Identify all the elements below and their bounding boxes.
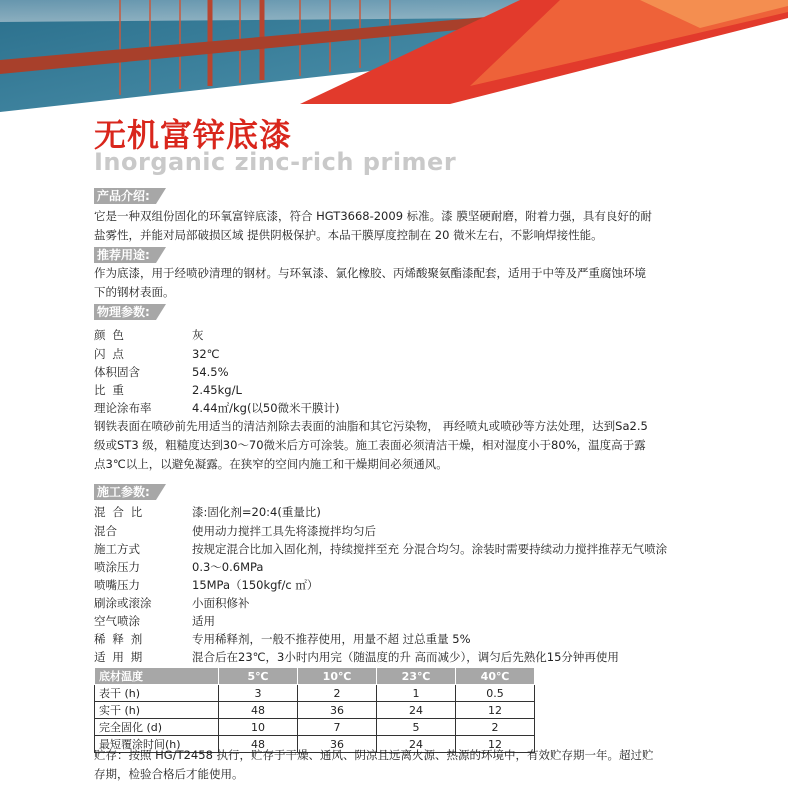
application-value: 0.3～0.6MPa <box>192 560 264 574</box>
application-label: 施工方式 <box>94 542 140 556</box>
table-cell: 24 <box>377 736 456 753</box>
storage-text <box>94 746 734 784</box>
table-header-cell: 23℃ <box>377 668 456 685</box>
application-value: 使用动力搅拌工具先将漆搅拌均匀后 <box>192 524 376 538</box>
bridge-banner-graphic <box>0 0 788 112</box>
table-row <box>95 702 535 719</box>
storage-line-2: 存期，检验合格后才能使用。 <box>94 767 244 781</box>
table-cell: 36 <box>298 702 377 719</box>
table-cell: 5 <box>377 719 456 736</box>
application-label: 混合 <box>94 524 117 538</box>
table-row-label: 表干 (h) <box>95 685 219 702</box>
application-label: 喷嘴压力 <box>94 578 140 592</box>
application-label: 适用期 <box>94 650 150 664</box>
section-heading-physical: 物理参数: <box>94 304 156 320</box>
table-cell: 2 <box>456 719 535 736</box>
page-subtitle-english: Inorganic zinc-rich primer <box>94 148 457 176</box>
table-cell: 7 <box>298 719 377 736</box>
section-heading-usage: 推荐用途: <box>94 247 156 263</box>
application-label: 刷涂或滚涂 <box>94 596 152 610</box>
physical-label: 比重 <box>94 383 131 397</box>
physical-label: 颜色 <box>94 328 131 342</box>
application-value: 15MPa（150kgf/c ㎡） <box>192 578 319 592</box>
physical-label: 闪点 <box>94 347 131 361</box>
table-row <box>95 719 535 736</box>
table-header-row <box>95 668 535 685</box>
table-row-label: 实干 (h) <box>95 702 219 719</box>
table-cell: 36 <box>298 736 377 753</box>
application-value: 按规定混合比加入固化剂，持续搅拌至充 分混合均匀。涂装时需要持续动力搅拌推荐无气喷涂 <box>192 542 668 556</box>
application-value: 适用 <box>192 614 215 628</box>
table-header-cell: 40℃ <box>456 668 535 685</box>
physical-label: 体积固含 <box>94 365 140 379</box>
surface-line-1: 钢铁表面在喷砂前先用适当的清洁剂除去表面的油脂和其它污染物， 再经喷丸或喷砂等方法处理，达到Sa2.5 <box>94 419 648 433</box>
surface-line-3: 点3℃以上，以避免凝露。在狭窄的空间内施工和干燥期间必须通风。 <box>94 457 448 471</box>
table-header-cell: 10℃ <box>298 668 377 685</box>
intro-text <box>94 207 704 245</box>
surface-prep-text <box>94 417 734 474</box>
physical-value: 54.5% <box>192 365 229 379</box>
physical-value: 2.45kg/L <box>192 383 242 397</box>
table-header-cell: 底材温度 <box>95 668 219 685</box>
physical-label: 理论涂布率 <box>94 401 152 415</box>
application-label: 喷涂压力 <box>94 560 140 574</box>
table-row <box>95 685 535 702</box>
table-cell: 10 <box>219 719 298 736</box>
physical-value: 灰 <box>192 328 204 342</box>
table-row-label: 最短覆涂时间(h) <box>95 736 219 753</box>
table-cell: 12 <box>456 736 535 753</box>
physical-value: 32℃ <box>192 347 220 361</box>
table-cell: 0.5 <box>456 685 535 702</box>
table-row-label: 完全固化 (d) <box>95 719 219 736</box>
table-cell: 2 <box>298 685 377 702</box>
table-cell: 12 <box>456 702 535 719</box>
application-value: 混合后在23℃，3小时内用完（随温度的升 高而减少），调匀后先熟化15分钟再使用 <box>192 650 619 664</box>
intro-line-1: 它是一种双组份固化的环氧富锌底漆，符合 HGT3668-2009 标准。漆 膜坚硬耐磨，附着力强，具有良好的耐 <box>94 209 652 223</box>
application-label: 混合比 <box>94 505 150 519</box>
table-cell: 3 <box>219 685 298 702</box>
surface-line-2: 级或ST3 级，粗糙度达到30～70微米后方可涂装。施工表面必须清洁干燥，相对湿度小于80%，温度高于露 <box>94 438 646 452</box>
usage-line-2: 下的钢材表面。 <box>94 285 175 299</box>
section-heading-intro: 产品介绍: <box>94 188 156 204</box>
table-cell: 48 <box>219 702 298 719</box>
usage-line-1: 作为底漆，用于经喷砂清理的钢材。与环氧漆、氯化橡胶、丙烯酸聚氨酯漆配套，适用于中等及严重腐蚀环境 <box>94 266 646 280</box>
storage-line-1: 贮存：按照 HG/T2458 执行，贮存于干燥、通风、阴凉且远离火源、热源的环境中，有效贮存期一年。超过贮 <box>94 748 654 762</box>
application-value: 小面积修补 <box>192 596 250 610</box>
section-heading-application: 施工参数: <box>94 484 156 500</box>
table-cell: 48 <box>219 736 298 753</box>
header-banner <box>0 0 788 112</box>
application-label: 空气喷涂 <box>94 614 140 628</box>
application-value: 漆:固化剂=20:4(重量比) <box>192 505 321 519</box>
page-title: 无机富锌底漆 <box>94 116 293 154</box>
physical-value: 4.44㎡/kg(以50微米干膜计) <box>192 401 340 415</box>
table-cell: 24 <box>377 702 456 719</box>
usage-text <box>94 264 704 302</box>
application-value: 专用稀释剂，一般不推荐使用，用量不超 过总重量 5% <box>192 632 471 646</box>
table-cell: 1 <box>377 685 456 702</box>
application-label: 稀释剂 <box>94 632 150 646</box>
table-header-cell: 5℃ <box>219 668 298 685</box>
drying-time-table <box>94 667 535 753</box>
intro-line-2: 盐雾性，并能对局部破损区域 提供阴极保护。本品干膜厚度控制在 20 微米左右，不影响焊接性能。 <box>94 228 603 242</box>
